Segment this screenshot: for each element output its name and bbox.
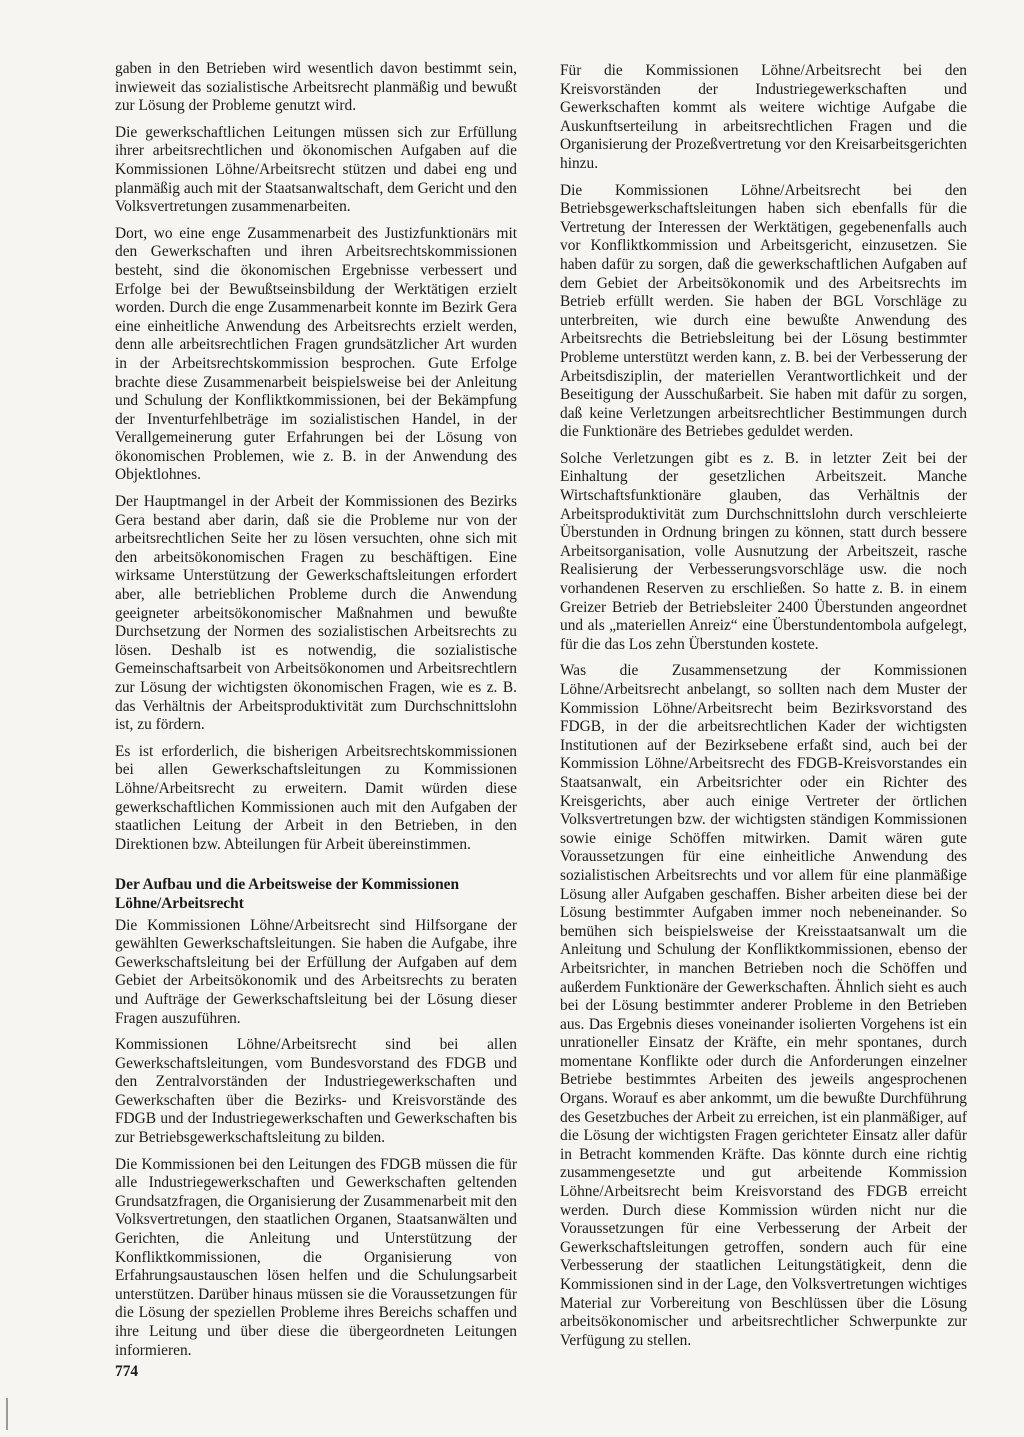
section-heading: Der Aufbau und die Arbeitsweise der Kommissionen Löhne/Arbeitsrecht [115,876,460,912]
right-column [560,62,967,1358]
paragraph: Die Kommissionen bei den Leitungen des FDGB müssen die für alle Industriegewerkschaften und Gewerkschaften geltenden Grundsatzfragen, die Organisierung der Zusammenarbeit mit den Volksvertretungen, den staatlichen Organen, Staatsanwälten und Gerichten, die Anleitung und Unterstützung der Konfliktkommissionen, die Organisierung von Erfahrungsaustauschen lösen helfen und die Schulungsarbeit unterstützen. Darüber hinaus müssen sie die Voraussetzungen für die Lösung der speziellen Probleme ihres Bereichs schaffen und ihre Leitung und über diese die übergeordneten Leitungen informieren. [115,1155,517,1359]
paragraph: gaben in den Betrieben wird wesentlich davon bestimmt sein, inwieweit das sozialistische Arbeitsrecht planmäßig und bewußt zur Lösung der Probleme genutzt wird. [115,60,517,115]
paragraph: Kommissionen Löhne/Arbeitsrecht sind bei allen Gewerkschaftsleitungen, vom Bundesvorstand des FDGB und den Zentralvorständen der Industriegewerkschaften und Gewerkschaften über die Bezirks- und Kreisvorstände des FDGB und der Industriegewerkschaften und Gewerkschaften bis zur Betriebsgewerkschaftsleitung zu bilden. [115,1036,517,1147]
page-number: 774 [115,1363,139,1380]
paragraph: Was die Zusammensetzung der Kommissionen Löhne/Arbeitsrecht anbelangt, so sollten nach dem Muster der Kommission Löhne/Arbeitsrecht beim Bezirksvorstand des FDGB, in der die arbeitsrechtlichen Kader der wichtigsten Institutionen auf der Bezirksebene erfaßt sind, auch bei der Kommission Löhne/Arbeitsrecht des FDGB-Kreisvorstandes ein Staatsanwalt, ein Arbeitsrichter oder ein Richter des Kreisgerichts, aber auch einige Vertreter der örtlichen Volksvertretungen bzw. der wichtigsten ständigen Kommissionen sowie einige Schöffen mitwirken. Damit wären gute Voraussetzungen für eine einheitliche Anwendung des sozialistischen Arbeitsrechts und vor allem für eine planmäßige Lösung aller Aufgaben geschaffen. Bisher arbeiten diese bei der Lösung bestimmter Aufgaben immer noch nebeneinander. So bemühen sich beispielsweise der Kreisstaatsanwalt um die Anleitung und Schulung der Konfliktkommissionen, ebenso der Arbeitsrichter, in manchen Betrieben noch die Schöffen und außerdem Funktionäre der Gewerkschaften. Ähnlich sieht es auch bei der Lösung bestimmter anderer Probleme in den Betrieben aus. Das Ergebnis dieses voneinander isolierten Vorgehens ist ein unrationeller Einsatz der Kräfte, ein mehr spontanes, durch momentane Konflikte oder durch die Anforderungen einzelner Betriebe bestimmtes Arbeiten des jeweils angesprochenen Organs. Worauf es aber ankommt, um die bewußte Durchführung des Gesetzbuches der Arbeit zu erreichen, ist ein planmäßiger, auf die Lösung der wichtigsten Fragen gerichteter Einsatz aller dafür in Betracht kommenden Kräfte. Das könnte durch eine richtig zusammengesetzte und gut arbeitende Kommission Löhne/Arbeitsrecht beim Kreisvorstand des FDGB erreicht werden. Durch diese Kommission würden nicht nur die Voraussetzungen für eine Verbesserung der Arbeit der Gewerkschaftsleitungen getroffen, sondern auch für eine Verbesserung der staatlichen Leitungstätigkeit, denn die Kommissionen sind in der Lage, den Volksvertretungen wichtiges Material zur Vorbereitung von Beschlüssen über die Lösung arbeitsökonomischer und arbeitsrechtlicher Schwerpunkte zur Verfügung zu stellen. [560,662,967,1349]
paragraph: Solche Verletzungen gibt es z. B. in letzter Zeit bei der Einhaltung der gesetzlichen Arbeitszeit. Manche Wirtschaftsfunktionäre glauben, das Verhältnis der Arbeitsproduktivität zum Durchschnittslohn durch verschleierte Überstunden in Ordnung bringen zu können, statt durch bessere Arbeitsorganisation, volle Ausnutzung der Arbeitszeit, rasche Realisierung der Verbesserungsvorschläge usw. die noch vorhandenen Reserven zu erschließen. So hatte z. B. in einem Greizer Betrieb der Betriebsleiter 2400 Überstunden angeordnet und als „materiellen Anreiz“ eine Überstundentombola aufgelegt, für die das Los zehn Überstunden kostete. [560,449,967,653]
paragraph: Die gewerkschaftlichen Leitungen müssen sich zur Erfüllung ihrer arbeitsrechtlichen und ökonomischen Aufgaben auf die Kommissionen Löhne/Arbeitsrecht stützen und dabei eng und planmäßig auch mit der Staatsanwaltschaft, dem Gericht und den Volksvertretungen zusammenarbeiten. [115,123,517,216]
paragraph: Für die Kommissionen Löhne/Arbeitsrecht bei den Kreisvorständen der Industriegewerkschaften und Gewerkschaften kommt als weitere wichtige Aufgabe die Auskunftserteilung in arbeitsrechtlichen Fragen und die Organisierung der Prozeßvertretung vor den Kreisarbeitsgerichten hinzu. [560,62,967,172]
scan-margin-mark [6,1398,8,1430]
paragraph: Dort, wo eine enge Zusammenarbeit des Justizfunktionärs mit den Gewerkschaften und ihren Arbeitsrechtskommissionen besteht, sind die ökonomischen Ergebnisse verbessert und Erfolge bei der Bewußtseinsbildung der Werktätigen erzielt worden. Durch die enge Zusammenarbeit konnte im Bezirk Gera eine einheitliche Anwendung des Arbeitsrechts erzielt werden, denn alle arbeitsrechtlichen Fragen grundsätzlicher Art wurden in der Arbeitsrechtskommission besprochen. Gute Erfolge brachte diese Zusammenarbeit beispielsweise bei der Anleitung und Schulung der Konfliktkommissionen, bei der Bekämpfung der Inventurfehlbeträge im sozialistischen Handel, in der Verallgemeinerung guter Erfahrungen bei der Lösung von ökonomischen Problemen, wie z. B. in der Anwendung des Objektlohnes. [115,224,517,484]
paragraph: Die Kommissionen Löhne/Arbeitsrecht sind Hilfsorgane der gewählten Gewerkschaftsleitungen. Sie haben die Aufgabe, ihre Gewerkschaftsleitung bei der Erfüllung der Aufgaben auf dem Gebiet der Arbeitsökonomik und des Arbeitsrechts zu beraten und Aufträge der Gewerkschaftsleitung bei der Lösung dieser Fragen auszuführen. [115,916,517,1027]
left-column [115,60,517,1368]
paragraph: Es ist erforderlich, die bisherigen Arbeitsrechtskommissionen bei allen Gewerkschaftsleitungen zu Kommissionen Löhne/Arbeitsrecht zu erweitern. Damit würden diese gewerkschaftlichen Kommissionen auch mit den Aufgaben der staatlichen Leitung der Arbeit in den Betrieben, in den Direktionen bzw. Abteilungen für Arbeit übereinstimmen. [115,742,517,853]
paragraph: Die Kommissionen Löhne/Arbeitsrecht bei den Betriebsgewerkschaftsleitungen haben sich ebenfalls für die Vertretung der Interessen der Werktätigen, gegebenenfalls auch vor Konfliktkommission und Arbeitsgericht, einzusetzen. Sie haben dafür zu sorgen, daß die gewerkschaftlichen Aufgaben auf dem Gebiet der Arbeitsökonomik und des Arbeitsrechts im Betrieb erfüllt werden. Sie haben der BGL Vorschläge zu unterbreiten, wie durch eine bewußte Anwendung des Arbeitsrechts die Betriebsleitung bei der Lösung bestimmter Probleme unterstützt werden kann, z. B. bei der Verbesserung der Arbeitsdisziplin, der materiellen Verantwortlichkeit und der Beseitigung der Ausschußarbeit. Sie haben mit dafür zu sorgen, daß keine Verletzungen arbeitsrechtlicher Bestimmungen durch die Funktionäre des Betriebes geduldet werden. [560,181,967,441]
paragraph: Der Hauptmangel in der Arbeit der Kommissionen des Bezirks Gera bestand aber darin, daß sie die Probleme nur von der arbeitsrechtlichen Seite her zu lösen versuchten, ohne sich mit den arbeitsökonomischen Fragen zu beschäftigen. Eine wirksame Unterstützung der Gewerkschaftsleitungen erfordert aber, alle betrieblichen Probleme durch die Anwendung geeigneter arbeitsökonomischer Maßnahmen und bewußte Durchsetzung der Normen des sozialistischen Arbeitsrechts zu lösen. Deshalb ist es notwendig, die sozialistische Gemeinschaftsarbeit von Arbeitsökonomen und Arbeitsrechtlern zur Lösung der wichtigsten ökonomischen Fragen, wie es z. B. das Verhältnis der Arbeitsproduktivität zum Durchschnittslohn ist, zu fördern. [115,493,517,734]
